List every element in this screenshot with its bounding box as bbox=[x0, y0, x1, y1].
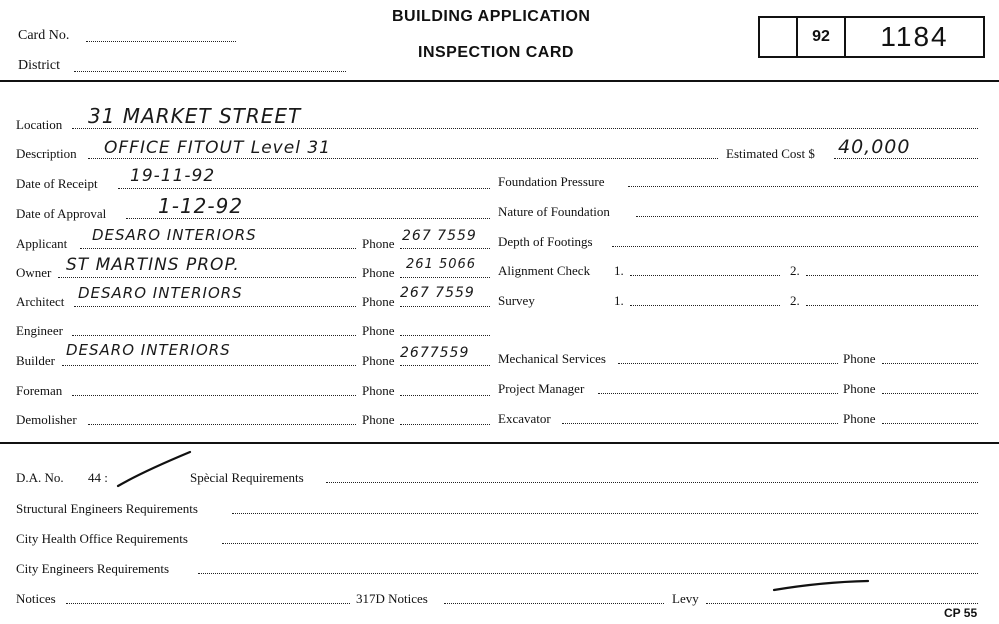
architect-phone-line bbox=[400, 306, 490, 307]
date-receipt-line bbox=[118, 188, 490, 189]
alignment-num2: 2. bbox=[790, 263, 800, 278]
architect-phone-label: Phone bbox=[362, 294, 395, 309]
owner-value: ST MARTINS PROP. bbox=[66, 255, 240, 275]
owner-phone-line bbox=[400, 277, 490, 278]
box-blank-cell bbox=[760, 18, 798, 56]
location-value: 31 MARKET STREET bbox=[88, 104, 302, 128]
mechanical-phone-label: Phone bbox=[843, 351, 876, 366]
district-label: District bbox=[18, 58, 60, 73]
mechanical-label: Mechanical Services bbox=[498, 351, 606, 366]
card-number-box bbox=[758, 16, 985, 58]
excavator-line bbox=[562, 423, 838, 424]
notices-317d-label: 317D Notices bbox=[356, 591, 428, 606]
engineer-phone-label: Phone bbox=[362, 323, 395, 338]
engineer-label: Engineer bbox=[16, 323, 63, 338]
project-manager-label: Project Manager bbox=[498, 381, 585, 396]
levy-label: Levy bbox=[672, 591, 699, 606]
engineer-phone-line bbox=[400, 335, 490, 336]
date-approval-line bbox=[126, 218, 490, 219]
alignment-line1 bbox=[630, 275, 780, 276]
architect-phone-value: 267 7559 bbox=[400, 285, 475, 301]
box-number: 1184 bbox=[880, 21, 949, 52]
builder-label: Builder bbox=[16, 353, 55, 368]
owner-line bbox=[58, 277, 356, 278]
architect-value: DESARO INTERIORS bbox=[78, 284, 243, 302]
builder-value: DESARO INTERIORS bbox=[66, 341, 231, 359]
foreman-phone-label: Phone bbox=[362, 383, 395, 398]
architect-line bbox=[74, 306, 356, 307]
special-req-label: Spècial Requirements bbox=[190, 470, 304, 485]
date-receipt-value: 19-11-92 bbox=[130, 166, 216, 186]
nature-foundation-line bbox=[636, 216, 978, 217]
applicant-label: Applicant bbox=[16, 236, 68, 251]
special-req-line bbox=[326, 482, 978, 483]
foundation-pressure-label: Foundation Pressure bbox=[498, 174, 605, 189]
da-no-label: D.A. No. bbox=[16, 470, 64, 485]
da-no-value: 44 : bbox=[88, 470, 108, 485]
survey-label: Survey bbox=[498, 293, 535, 308]
notices-line bbox=[66, 603, 350, 604]
alignment-check-label: Alignment Check bbox=[498, 263, 591, 278]
location-line bbox=[72, 128, 978, 129]
header-rule bbox=[0, 80, 999, 82]
builder-phone-value: 2677559 bbox=[400, 345, 470, 361]
district-line bbox=[74, 71, 346, 72]
title-line1: BUILDING APPLICATION bbox=[392, 8, 591, 25]
applicant-phone-label: Phone bbox=[362, 236, 395, 251]
date-approval-value: 1-12-92 bbox=[158, 194, 244, 218]
city-eng-line bbox=[198, 573, 978, 574]
demolisher-label: Demolisher bbox=[16, 412, 77, 427]
applicant-phone-line bbox=[400, 248, 490, 249]
demolisher-phone-label: Phone bbox=[362, 412, 395, 427]
foreman-label: Foreman bbox=[16, 383, 63, 398]
builder-phone-label: Phone bbox=[362, 353, 395, 368]
description-line bbox=[88, 158, 718, 159]
card-no-line bbox=[86, 41, 236, 42]
levy-line bbox=[706, 603, 978, 604]
estimated-cost-line bbox=[834, 158, 978, 159]
section-rule bbox=[0, 442, 999, 444]
owner-phone-value: 261 5066 bbox=[406, 257, 477, 272]
survey-line2 bbox=[806, 305, 978, 306]
mechanical-line bbox=[618, 363, 838, 364]
project-manager-line bbox=[598, 393, 838, 394]
date-receipt-label: Date of Receipt bbox=[16, 176, 98, 191]
survey-num2: 2. bbox=[790, 293, 800, 308]
survey-line1 bbox=[630, 305, 780, 306]
builder-line bbox=[62, 365, 356, 366]
description-label: Description bbox=[16, 146, 77, 161]
da-no-checkmark bbox=[112, 448, 196, 490]
health-label: City Health Office Requirements bbox=[16, 531, 188, 546]
depth-footings-label: Depth of Footings bbox=[498, 234, 593, 249]
levy-stroke bbox=[772, 578, 872, 594]
depth-footings-line bbox=[612, 246, 978, 247]
structural-line bbox=[232, 513, 978, 514]
excavator-phone-line bbox=[882, 423, 978, 424]
notices-317d-line bbox=[444, 603, 664, 604]
foreman-line bbox=[72, 395, 356, 396]
mechanical-phone-line bbox=[882, 363, 978, 364]
notices-label: Notices bbox=[16, 591, 56, 606]
estimated-cost-label: Estimated Cost $ bbox=[726, 146, 815, 161]
owner-phone-label: Phone bbox=[362, 265, 395, 280]
structural-label: Structural Engineers Requirements bbox=[16, 501, 198, 516]
project-manager-phone-label: Phone bbox=[843, 381, 876, 396]
health-line bbox=[222, 543, 978, 544]
demolisher-line bbox=[88, 424, 356, 425]
alignment-num1: 1. bbox=[614, 263, 624, 278]
project-manager-phone-line bbox=[882, 393, 978, 394]
survey-num1: 1. bbox=[614, 293, 624, 308]
engineer-line bbox=[72, 335, 356, 336]
architect-label: Architect bbox=[16, 294, 65, 309]
alignment-line2 bbox=[806, 275, 978, 276]
applicant-line bbox=[80, 248, 356, 249]
foreman-phone-line bbox=[400, 395, 490, 396]
description-value: OFFICE FITOUT Level 31 bbox=[104, 138, 331, 158]
nature-foundation-label: Nature of Foundation bbox=[498, 204, 610, 219]
box-year: 92 bbox=[798, 18, 846, 56]
form-code: CP 55 bbox=[944, 606, 978, 620]
card-no-label: Card No. bbox=[18, 28, 70, 43]
builder-phone-line bbox=[400, 365, 490, 366]
applicant-phone-value: 267 7559 bbox=[402, 228, 477, 244]
foundation-pressure-line bbox=[628, 186, 978, 187]
city-eng-label: City Engineers Requirements bbox=[16, 561, 170, 576]
excavator-label: Excavator bbox=[498, 411, 551, 426]
location-label: Location bbox=[16, 117, 63, 132]
title-line2: INSPECTION CARD bbox=[418, 44, 574, 61]
date-approval-label: Date of Approval bbox=[16, 206, 107, 221]
owner-label: Owner bbox=[16, 265, 52, 280]
excavator-phone-label: Phone bbox=[843, 411, 876, 426]
estimated-cost-value: 40,000 bbox=[838, 136, 911, 158]
applicant-value: DESARO INTERIORS bbox=[92, 226, 257, 244]
demolisher-phone-line bbox=[400, 424, 490, 425]
